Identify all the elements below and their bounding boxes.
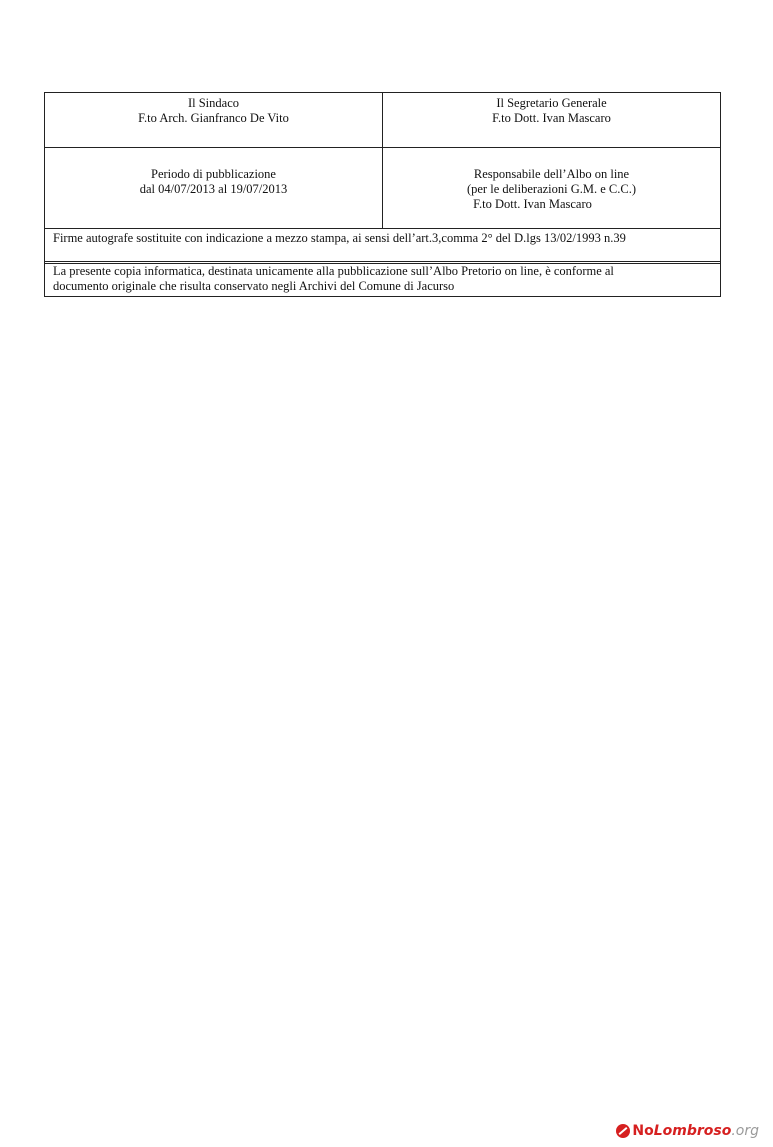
copy-note-line2: documento originale che risulta conservato negli Archivi del Comune di Jacurso xyxy=(53,279,455,293)
signature-note: Firme autografe sostituite con indicazione a mezzo stampa, ai sensi dell’art.3,comma 2° del D.lgs 13/02/1993 n.39 xyxy=(53,231,626,245)
period-dates: dal 04/07/2013 al 19/07/2013 xyxy=(139,182,288,196)
mayor-cell xyxy=(45,93,383,147)
manager-title: Responsabile dell’Albo on line xyxy=(473,167,630,181)
watermark-suffix: .org xyxy=(731,1123,759,1139)
watermark-name: Lombroso xyxy=(653,1123,732,1139)
copy-note-row xyxy=(45,262,720,296)
watermark-prefix: No xyxy=(632,1123,654,1139)
publication-row xyxy=(45,148,720,229)
manager-name: F.to Dott. Ivan Mascaro xyxy=(473,197,592,211)
publication-period-cell xyxy=(45,148,383,228)
secretary-name: F.to Dott. Ivan Mascaro xyxy=(492,111,611,125)
watermark-logo xyxy=(616,1123,759,1139)
mayor-name: F.to Arch. Gianfranco De Vito xyxy=(138,111,289,125)
albo-manager-cell xyxy=(383,148,720,228)
period-label: Periodo di pubblicazione xyxy=(151,167,276,181)
signature-table xyxy=(44,92,721,264)
manager-scope: (per le deliberazioni G.M. e C.C.) xyxy=(466,182,637,196)
no-sign-icon xyxy=(616,1124,630,1138)
mayor-title: Il Sindaco xyxy=(187,96,240,110)
copy-note-box xyxy=(44,261,721,297)
secretary-cell xyxy=(383,93,720,147)
signature-note-row xyxy=(45,229,720,263)
copy-note-line1: La presente copia informatica, destinata unicamente alla pubblicazione sull’Albo Pretorio on line, è conforme al xyxy=(53,264,614,278)
secretary-title: Il Segretario Generale xyxy=(496,96,607,110)
signatures-row xyxy=(45,93,720,148)
